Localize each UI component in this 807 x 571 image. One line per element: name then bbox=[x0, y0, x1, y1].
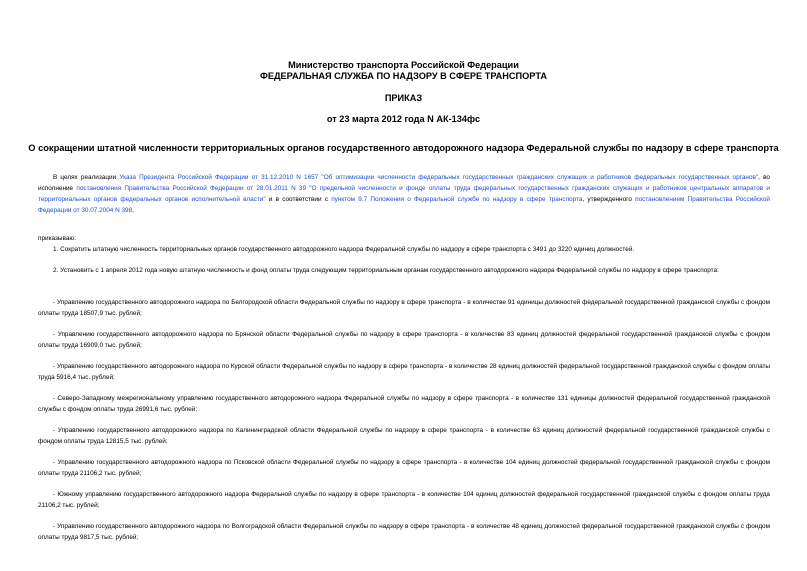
presidential-decree-link[interactable]: Указа Президента Российской Федерации от 31.12.2010 N 1657 "Об оптимизации численности федеральных государственных гражданских служащих и работников федеральных государственных органов" bbox=[119, 174, 759, 181]
list-item: - Управлению государственного автодорожного надзора по Белгородской области Федеральной службы по надзору в сфере транспорта - в количестве 91 единицы должностей федеральной государственной гражданской службы с фондом оплаты труда 18507,9 тыс. рублей; bbox=[38, 299, 770, 317]
preamble-text-4: , утвержденного bbox=[582, 196, 636, 203]
government-resolution-39-link[interactable]: постановления Правительства Российской Федерации от 28.01.2011 N 39 "О предельной численности и фонде оплаты труда федеральных государственных гражданских служащих и работников центральных аппаратов и территориальных органов федеральных органов исполнительной власти" bbox=[38, 185, 770, 203]
government-resolution-398-link[interactable]: постановлением Правительства Российской Федерации от 30.07.2004 N 398 bbox=[38, 196, 770, 214]
order-word: приказываю: bbox=[38, 235, 76, 242]
service-name: ФЕДЕРАЛЬНАЯ СЛУЖБА ПО НАДЗОРУ В СФЕРЕ ТРАНСПОРТА bbox=[260, 71, 547, 81]
document-title: О сокращении штатной численности территориальных органов государственного автодорожного надзора Федеральной службы по надзору в сфере транспорта bbox=[28, 143, 779, 153]
list-item: - Южному управлению государственного автодорожного надзора Федеральной службы по надзору в сфере транспорта - в количестве 104 единиц должностей федеральной государственной гражданской службы с фондом оплаты труда 21106,2 тыс. рублей; bbox=[38, 491, 770, 509]
preamble-text-3: и в соответствии с bbox=[265, 196, 332, 203]
item-2: 2. Установить с 1 апреля 2012 года новую штатную численность и фонд оплаты труда следующим территориальным органам государственного автодорожного надзора Федеральной службы по надзору в сфере транспорта: bbox=[53, 267, 719, 274]
document-type: ПРИКАЗ bbox=[384, 93, 423, 103]
list-item: - Северо-Западному межрегиональному управлению государственного автодорожного надзора Федеральной службы по надзору в сфере транспорта - в количестве 131 единицы должностей федеральной государственной гражданской службы с фондом оплаты труда 26991,6 тыс. рублей; bbox=[38, 395, 770, 413]
list-item: - Управлению государственного автодорожного надзора по Курской области Федеральной службы по надзору в сфере транспорта - в количестве 28 единиц должностей федеральной государственной гражданской службы с фондом оплаты труда 5916,4 тыс. рублей; bbox=[38, 363, 770, 381]
regulation-clause-link[interactable]: пунктом 9.7 Положения о Федеральной службе по надзору в сфере транспорта bbox=[331, 196, 583, 203]
list-item: - Управлению государственного автодорожного надзора по Волгоградской области Федеральной службы по надзору в сфере транспорта - в количестве 48 единиц должностей федеральной государственной гражданской службы с фондом оплаты труда 9817,5 тыс. рублей; bbox=[38, 523, 770, 541]
preamble-text-1: В целях реализации bbox=[53, 174, 120, 181]
preamble bbox=[38, 172, 770, 216]
list-item: - Управлению государственного автодорожного надзора по Псковской области Федеральной службы по надзору в сфере транспорта - в количестве 104 единиц должностей федеральной государственной гражданской службы с фондом оплаты труда 21106,2 тыс. рублей; bbox=[38, 459, 770, 477]
list-item: - Управлению государственного автодорожного надзора по Калининградской области Федеральной службы по надзору в сфере транспорта - в количестве 63 единиц должностей федеральной государственной гражданской службы с фондом оплаты труда 12815,5 тыс. рублей; bbox=[38, 427, 770, 445]
list-item: - Управлению государственного автодорожного надзора по Брянской области Федеральной службы по надзору в сфере транспорта - в количестве 83 единиц должностей федеральной государственной гражданской службы с фондом оплаты труда 16909,0 тыс. рублей; bbox=[38, 331, 770, 349]
ministry-name: Министерство транспорта Российской Федерации bbox=[288, 60, 519, 70]
item-1: 1. Сократить штатную численность территориальных органов государственного автодорожного надзора Федеральной службы по надзору в сфере транспорта с 3491 до 3220 единиц должностей. bbox=[53, 246, 635, 253]
document-date-number: от 23 марта 2012 года N АК-134фс bbox=[326, 114, 481, 124]
preamble-text-5: , bbox=[132, 207, 134, 214]
preamble-text-2: , во исполнение bbox=[38, 174, 770, 192]
